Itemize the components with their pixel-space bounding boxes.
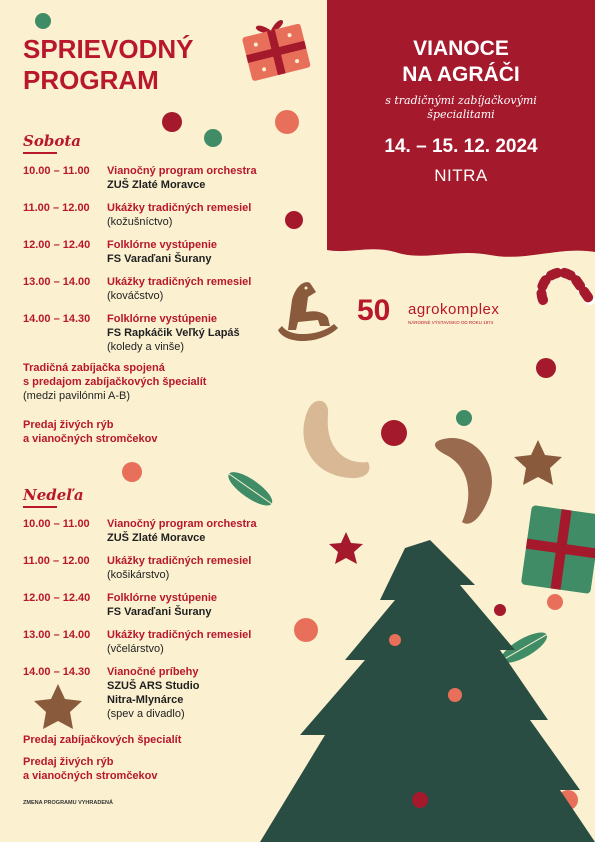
schedule-row	[23, 517, 353, 545]
dot-green	[456, 410, 472, 426]
event-dates: 14. – 15. 12. 2024	[384, 136, 538, 157]
dot-coral	[547, 594, 563, 610]
schedule-item-title: Vianočné príbehy	[107, 666, 199, 678]
schedule-item-title: Ukážky tradičných remesiel	[107, 202, 252, 214]
sunday-extra-1: Predaj zabíjačkových špecialít	[23, 734, 182, 746]
dot-green	[204, 129, 222, 147]
schedule-time: 11.00 – 12.00	[23, 555, 90, 567]
schedule-item-title: Vianočný program orchestra	[107, 518, 257, 530]
schedule-row	[23, 591, 353, 619]
schedule-row	[23, 201, 353, 229]
saturday-extra-1: Tradičná zabíjačka spojená s predajom zabíjačkových špecialít (medzi pavilónmi A-B)	[23, 362, 207, 402]
sausage-right-icon	[435, 438, 492, 524]
schedule-saturday	[23, 164, 353, 363]
schedule-description	[107, 275, 353, 303]
dot-green	[35, 13, 51, 29]
ornament-red	[494, 604, 506, 616]
schedule-time: 11.00 – 12.00	[23, 202, 90, 214]
schedule-row	[23, 164, 353, 192]
sunday-extra-2: Predaj živých rýb a vianočných stromčekov	[23, 756, 158, 782]
logo-number: 50	[357, 294, 391, 327]
schedule-note: (koledy a vinše)	[107, 341, 185, 353]
schedule-time: 12.00 – 12.40	[23, 239, 91, 251]
event-subtitle: s tradičnými zabíjačkovými špecialitami	[385, 94, 537, 121]
schedule-description	[107, 591, 353, 619]
event-city: NITRA	[434, 166, 488, 185]
schedule-description	[107, 628, 353, 656]
leaf-icon	[224, 467, 277, 512]
schedule-row	[23, 554, 353, 582]
day-heading-sunday: Nedeľa	[23, 486, 84, 508]
dot-coral	[275, 110, 299, 134]
schedule-time: 13.00 – 14.00	[23, 629, 91, 641]
program-title: SPRIEVODNÝ PROGRAM	[23, 34, 194, 95]
dot-coral	[122, 462, 142, 482]
schedule-item-title: Vianočný program orchestra	[107, 165, 257, 177]
gift-icon	[521, 505, 595, 594]
event-info	[327, 36, 595, 186]
logo-name: agrokomplex	[408, 301, 500, 318]
schedule-note: (kožušníctvo)	[107, 216, 173, 228]
schedule-row	[23, 238, 353, 266]
dot-red	[536, 358, 556, 378]
schedule-performer: FS Varaďani Šurany	[107, 253, 212, 265]
dot-red	[162, 112, 182, 132]
schedule-item-title: Folklórne vystúpenie	[107, 239, 218, 251]
schedule-item-title: Ukážky tradičných remesiel	[107, 555, 252, 567]
schedule-performer: FS Varaďani Šurany	[107, 606, 212, 618]
schedule-time: 10.00 – 11.00	[23, 165, 90, 177]
schedule-time: 12.00 – 12.40	[23, 592, 91, 604]
schedule-item-title: Folklórne vystúpenie	[107, 592, 218, 604]
schedule-time: 14.00 – 14.30	[23, 666, 91, 678]
schedule-note: (včelárstvo)	[107, 643, 164, 655]
event-title-line: VIANOCE	[413, 37, 509, 60]
ornament-coral	[389, 634, 401, 646]
schedule-performer: SZUŠ ARS Studio Nitra-Mlynárce	[107, 680, 200, 706]
schedule-sunday	[23, 517, 353, 730]
gingerbread-star-icon	[514, 440, 562, 485]
schedule-item-title: Folklórne vystúpenie	[107, 313, 218, 325]
schedule-row	[23, 312, 353, 354]
schedule-description	[107, 201, 353, 229]
schedule-time: 10.00 – 11.00	[23, 518, 90, 530]
schedule-time: 13.00 – 14.00	[23, 276, 91, 288]
schedule-note: (košikárstvo)	[107, 569, 170, 581]
schedule-description	[107, 517, 353, 545]
schedule-description	[107, 554, 353, 582]
schedule-performer: ZUŠ Zlaté Moravce	[107, 532, 206, 544]
ornament-coral	[448, 688, 462, 702]
ornament-red	[412, 792, 428, 808]
saturday-extra-2: Predaj živých rýb a vianočných stromčekov	[23, 419, 158, 445]
logo-tagline: NÁRODNÉ VÝSTAVISKO OD ROKU 1974	[408, 320, 494, 325]
schedule-note: (spev a divadlo)	[107, 708, 185, 720]
schedule-row	[23, 275, 353, 303]
schedule-item-title: Ukážky tradičných remesiel	[107, 276, 252, 288]
schedule-row	[23, 628, 353, 656]
schedule-description	[107, 238, 353, 266]
schedule-time: 14.00 – 14.30	[23, 313, 91, 325]
candy-cane-icon	[541, 273, 590, 300]
dot-red	[381, 420, 407, 446]
schedule-item-title: Ukážky tradičných remesiel	[107, 629, 252, 641]
schedule-note: (kováčstvo)	[107, 290, 164, 302]
schedule-performer: ZUŠ Zlaté Moravce	[107, 179, 206, 191]
event-title-line: NA AGRÁČI	[402, 63, 520, 86]
day-heading-saturday: Sobota	[23, 132, 81, 154]
schedule-description	[107, 665, 353, 721]
schedule-row	[23, 665, 353, 721]
schedule-description	[107, 164, 353, 192]
schedule-performer: FS Rapkáčik Veľký Lapáš	[107, 327, 240, 339]
footer-note: ZMENA PROGRAMU VYHRADENÁ	[23, 800, 113, 806]
schedule-description	[107, 312, 353, 354]
